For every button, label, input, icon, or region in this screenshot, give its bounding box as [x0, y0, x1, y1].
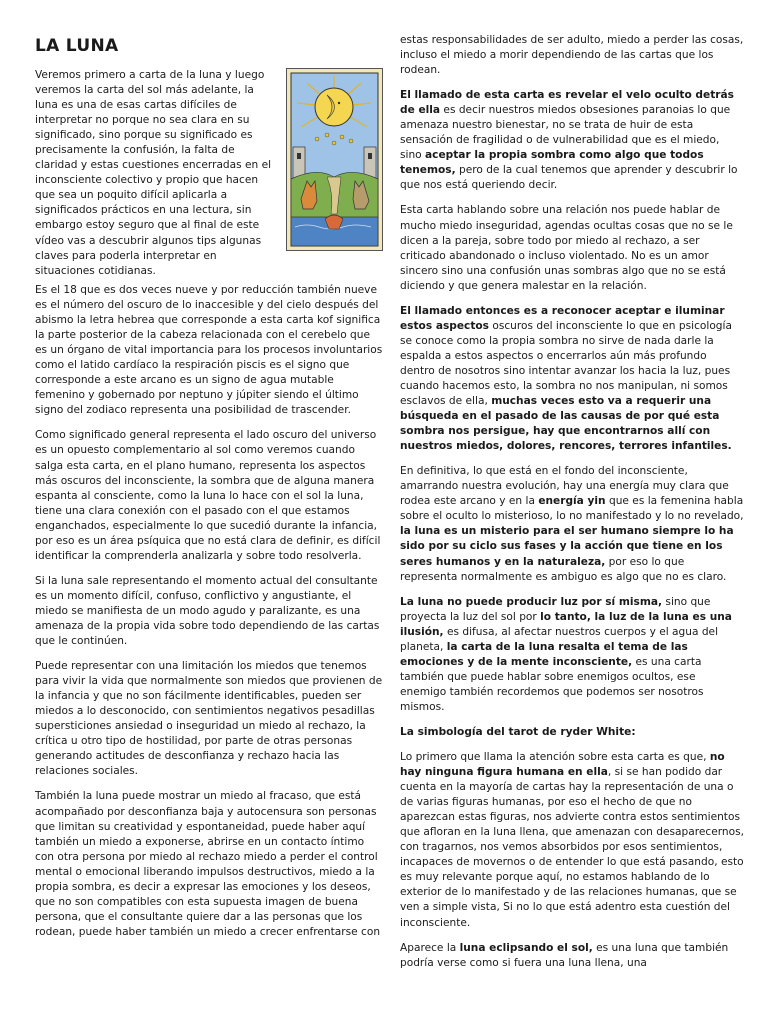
paragraph-general-meaning: Como significado general representa el lado oscuro del universo es un opuesto complementario al sol como veremos cuando salga esta carta, en el plano humano, representa los aspectos más oscuros del inconsciente, la sombra que de alguna manera espanta al consciente, como la luna lo hace con el sol la luna, tiene una clara conexión con el pasado con el que estamos enganchados, especialmente lo que sucedió durante la infancia, por eso es un área psíquica que no está clara de definir, es difícil identificar la comprenderla analizarla y sobre todo resolverla.: [35, 429, 381, 562]
tarot-card-image: [286, 68, 383, 251]
paragraph-moon-light: La luna no puede producir luz por sí misma, sino que proyecta la luz del sol por lo tanto, la luz de la luna es una ilusión, es difusa, al afectar nuestros cuerpos y el agua del planeta, la carta de la luna resalta el tema de las emociones y de la mente inconsciente, es una carta también que puede hablar sobre enemigos ocultos, ese enemigo también recordemos que podemos ser nosotros mismos.: [400, 595, 732, 713]
paragraph-moon-eclipse: Aparece la luna eclipsando el sol, es una luna que también podría verse como si fuera una luna llena, una: [400, 941, 729, 969]
right-text-flow: [400, 33, 744, 971]
paragraph-relationship: Esta carta hablando sobre una relación nos puede hablar de mucho miedo inseguridad, agendas ocultas cosas que no se le dicen a la pareja, sobre todo por miedo al rechazo, a ser criticado abandonado o incluso violentado. No es un amor sincero sino una confusión unas sombras algo que no se está diciendo y que genera malestar en la relación.: [400, 204, 733, 292]
paragraph-yin-energy: En definitiva, lo que está en el fondo del inconsciente, amarrando nuestra evolución, hay una energía muy clara que rodea este arcano y en la energía yin que es la femenina habla sobre el oculto lo misterioso, lo no manifestado y lo no revelado, la luna es un misterio para el ser humano siempre lo ha sido por su ciclo sus fases y la acción que tiene en los seres humanos y en la naturaleza, por eso lo que representa normalmente es ambiguo es algo que no es claro.: [400, 465, 744, 583]
section-heading-symbology: La simbología del tarot de ryder White:: [400, 725, 636, 738]
paragraph-fear-of-failure: También la luna puede mostrar un miedo al fracaso, que está acompañado por desconfianza baja y autocensura son personas que limitan su creatividad y espontaneidad, puede haber aquí también un miedo a exponerse, abrirse en un contacto íntimo con otra persona por miedo al rechazo miedo a perder el control mental o emocional liberando impulsos destructivos, miedo a la propia sombra, es decir a expresar las emociones y los deseos, que no son compatibles con esta supuesta imagen de buena persona, que el consultante quiere dar a las personas que los rodean, puede haber también un miedo a crecer enfrentarse con: [35, 790, 381, 938]
paragraph-numerology: Es el 18 que es dos veces nueve y por reducción también nueve es el número del oscuro de lo inaccesible y del cielo después del abismo la letra hebrea que corresponde a esta carta kof significa la parte posterior de la cabeza relacionada con el cerebelo que es un órgano de vital importancia para los procesos involuntarios como el latido cardíaco la respiración piscis es el signo que corresponde a este arcano es un signo de agua mutable femenino y gobernado por neptuno y júpiter siendo el último signo del zodiaco representa una posibilidad de trascender.: [35, 284, 383, 417]
intro-block: [35, 68, 383, 279]
paragraph-recognize-shadow: El llamado entonces es a reconocer aceptar e iluminar estos aspectos oscuros del inconsciente lo que en psicología se conoce como la propia sombra no sirve de nada darle la espalda a estos aspectos o encerrarlos aún más profundo dentro de nosotros sino intentar avanzar los hacia la luz, pues cuando hacemos esto, la sombra no nos manipulan, ni somos esclavos de ella, muchas veces esto va a requerir una búsqueda en el pasado de las causas de por qué esta sombra nos persigue, hay que encontrarnos allí con nuestros miedos, dolores, rencores, terrores infantiles.: [400, 304, 732, 453]
left-text-flow: [35, 283, 383, 940]
paragraph-limitation: Puede representar con una limitación los miedos que tenemos para vivir la vida que normalmente son miedos que provienen de la infancia y que no son fácilmente identificables, pueden ser miedos a lo desconocido, con sentimientos negativos pesadillas supersticiones ansiedad o inseguridad un miedo al rechazo, la crítica u otro tipo de hostilidad, por parte de otras personas generando actitudes de desconfianza y rechazo hacia las relaciones sociales.: [35, 660, 383, 778]
page-title: LA LUNA: [35, 36, 119, 56]
paragraph-current-moment: Si la luna sale representando el momento actual del consultante es un momento difícil, confuso, conflictivo y angustiante, el miedo se manifiesta de un modo agudo y paralizante, es una amenaza de la propia vida sobre todo dependiendo de las cartas que le continúen.: [35, 574, 380, 648]
paragraph-responsibilities: estas responsabilidades de ser adulto, miedo a perder las cosas, incluso el miedo a morir dependiendo de las cartas que los rodean.: [400, 34, 744, 77]
paragraph-call-of-card: El llamado de esta carta es revelar el velo oculto detrás de ella es decir nuestros miedos obsesiones paranoias lo que amenaza nuestro bienestar, no se trata de huir de esta sensación de fragilidad o de vulnerabilidad que es el miedo, sino aceptar la propia sombra como algo que todos tenemos, pero de la cual tenemos que aprender y descubrir lo que nos está queriendo decir.: [400, 89, 738, 192]
paragraph-no-human-figure: Lo primero que llama la atención sobre esta carta es que, no hay ninguna figura humana en ella, si se han podido dar cuenta en la mayoría de cartas hay la representación de una o de varias figuras humanas, por eso el hecho de que no aparezcan estas figuras, nos advierte contra estos sentimientos que afloran en la luna llena, que amenazan con desaparecernos, con tragarnos, nos vemos absorbidos por esos sentimientos, incapaces de movernos o de entender lo que está pasando, esto es muy relevante porque aquí, no estamos hablando de lo exterior de lo manifestado y de las relaciones humanas, que se ven a simple vista, Si no lo que está adentro esta cuestión del inconsciente.: [400, 751, 744, 929]
intro-paragraph: Veremos primero a carta de la luna y luego veremos la carta del sol más adelante, la luna es una de esas cartas difíciles de interpretar no porque no sea clara en su significado, sino porque su significado es precisamente la confusión, la falta de claridad y estas cuestiones encerradas en el inconsciente colectivo y propio que hacen que sea un poquito difícil aplicarla a significados prácticos en una lectura, sin embargo estoy seguro que al final de este vídeo vas a descubrir algunos tips algunas claves para poderla interpretar en situaciones cotidianas.: [35, 69, 272, 277]
moon-card-illustration: [287, 69, 382, 250]
